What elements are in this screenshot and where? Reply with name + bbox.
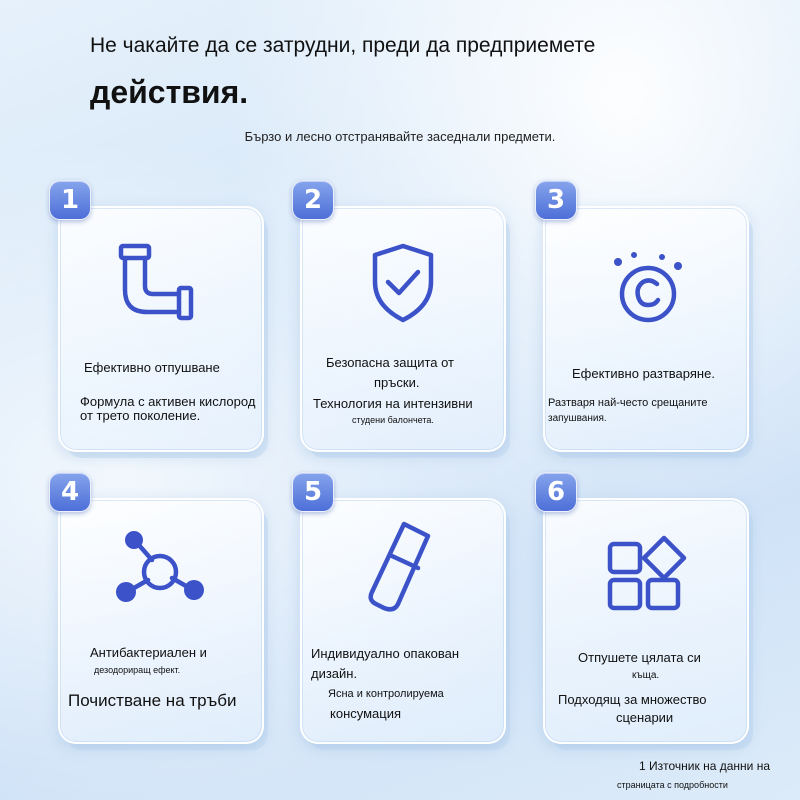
badge-3: 3	[535, 180, 577, 220]
subtitle: Бързо и лесно отстранявайте заседнали предмети.	[244, 129, 556, 144]
capsule-icon	[364, 516, 440, 616]
card-2-desc-line1: Технология на интензивни	[313, 396, 473, 411]
footnote-line1: 1 Източник на данни на	[639, 759, 770, 773]
card-2-title-line2: пръски.	[374, 375, 420, 390]
badge-6: 6	[535, 472, 577, 512]
shield-check-icon	[368, 242, 438, 324]
footnote-line2: страницата с подробности	[617, 780, 728, 790]
card-3-title: Ефективно разтваряне.	[572, 366, 715, 381]
card-5-title-line1: Индивидуално опакован	[311, 646, 460, 661]
card-6-desc-line2: сценарии	[616, 710, 674, 725]
card-5-desc-line1: Ясна и контролируема	[328, 688, 444, 700]
card-6-desc-line1: Подходящ за множество	[558, 692, 707, 707]
card-4-title-small: дезодориращ ефект.	[94, 665, 181, 675]
molecule-icon	[112, 526, 208, 608]
card-1-desc-line2: от трето поколение.	[80, 408, 201, 423]
card-3-desc-line2: запушвания.	[548, 413, 607, 424]
card-2-title-line1: Безопасна защита от	[326, 355, 455, 370]
card-1-title: Ефективно отпушване	[84, 360, 220, 375]
badge-2: 2	[292, 180, 334, 220]
card-1-desc-line1: Формула с активен кислород	[80, 394, 256, 409]
pipe-icon	[115, 240, 197, 324]
card-6-title-line1: Отпушете цялата си	[578, 650, 701, 665]
apps-grid-icon	[606, 534, 690, 614]
card-5-desc-line2: консумация	[330, 706, 402, 721]
badge-5: 5	[292, 472, 334, 512]
badge-4: 4	[49, 472, 91, 512]
card-5-title-line2: дизайн.	[311, 666, 358, 681]
card-2-desc-line2: студени балончета.	[352, 415, 434, 425]
heading-line2: действия.	[90, 74, 249, 110]
card-4-desc: Почистване на тръби	[68, 691, 237, 710]
card-3-desc-line1: Разтваря най-често срещаните	[548, 397, 708, 409]
badge-1: 1	[49, 180, 91, 220]
dissolve-bubbles-icon	[610, 248, 686, 328]
card-4-title: Антибактериален и	[90, 645, 207, 660]
heading-line1: Не чакайте да се затрудни, преди да предприемете	[90, 34, 596, 57]
card-6-title-line2: къща.	[632, 670, 660, 681]
